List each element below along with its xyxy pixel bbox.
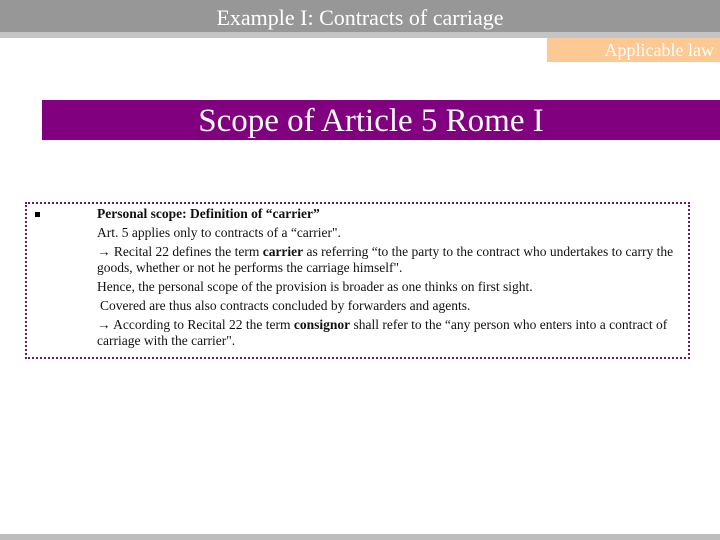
slide-title: Example I: Contracts of carriage [216,5,504,30]
content-text [97,206,682,352]
section-tag [547,38,720,62]
content-box [25,202,690,359]
text: → According to Recital 22 the term [97,317,294,332]
term-carrier: carrier [262,244,304,259]
paragraph [97,244,682,276]
paragraph [97,317,682,349]
heading-bar [42,100,720,140]
section-tag-label: Applicable law [604,40,714,60]
text: shall refer to the “any person who enters into a contract of carriage with the carrier". [97,317,668,348]
square-bullet-icon [35,212,40,217]
content-title: Personal scope: Definition of “carrier” [97,206,320,221]
slide-heading: Scope of Article 5 Rome I [198,103,544,139]
paragraph: Hence, the personal scope of the provision is broader as one thinks on first sight. [97,279,533,294]
text: as referring “to the party to the contract who undertakes to carry the goods, whether or not he performs the carriage himself". [97,244,674,275]
paragraph: Covered are thus also contracts concluded by forwarders and agents. [100,298,471,313]
text: → Recital 22 defines the term [97,244,263,259]
term-consignor: consignor [293,317,351,332]
footer-bar [0,534,720,540]
paragraph: Art. 5 applies only to contracts of a “carrier". [97,225,341,240]
